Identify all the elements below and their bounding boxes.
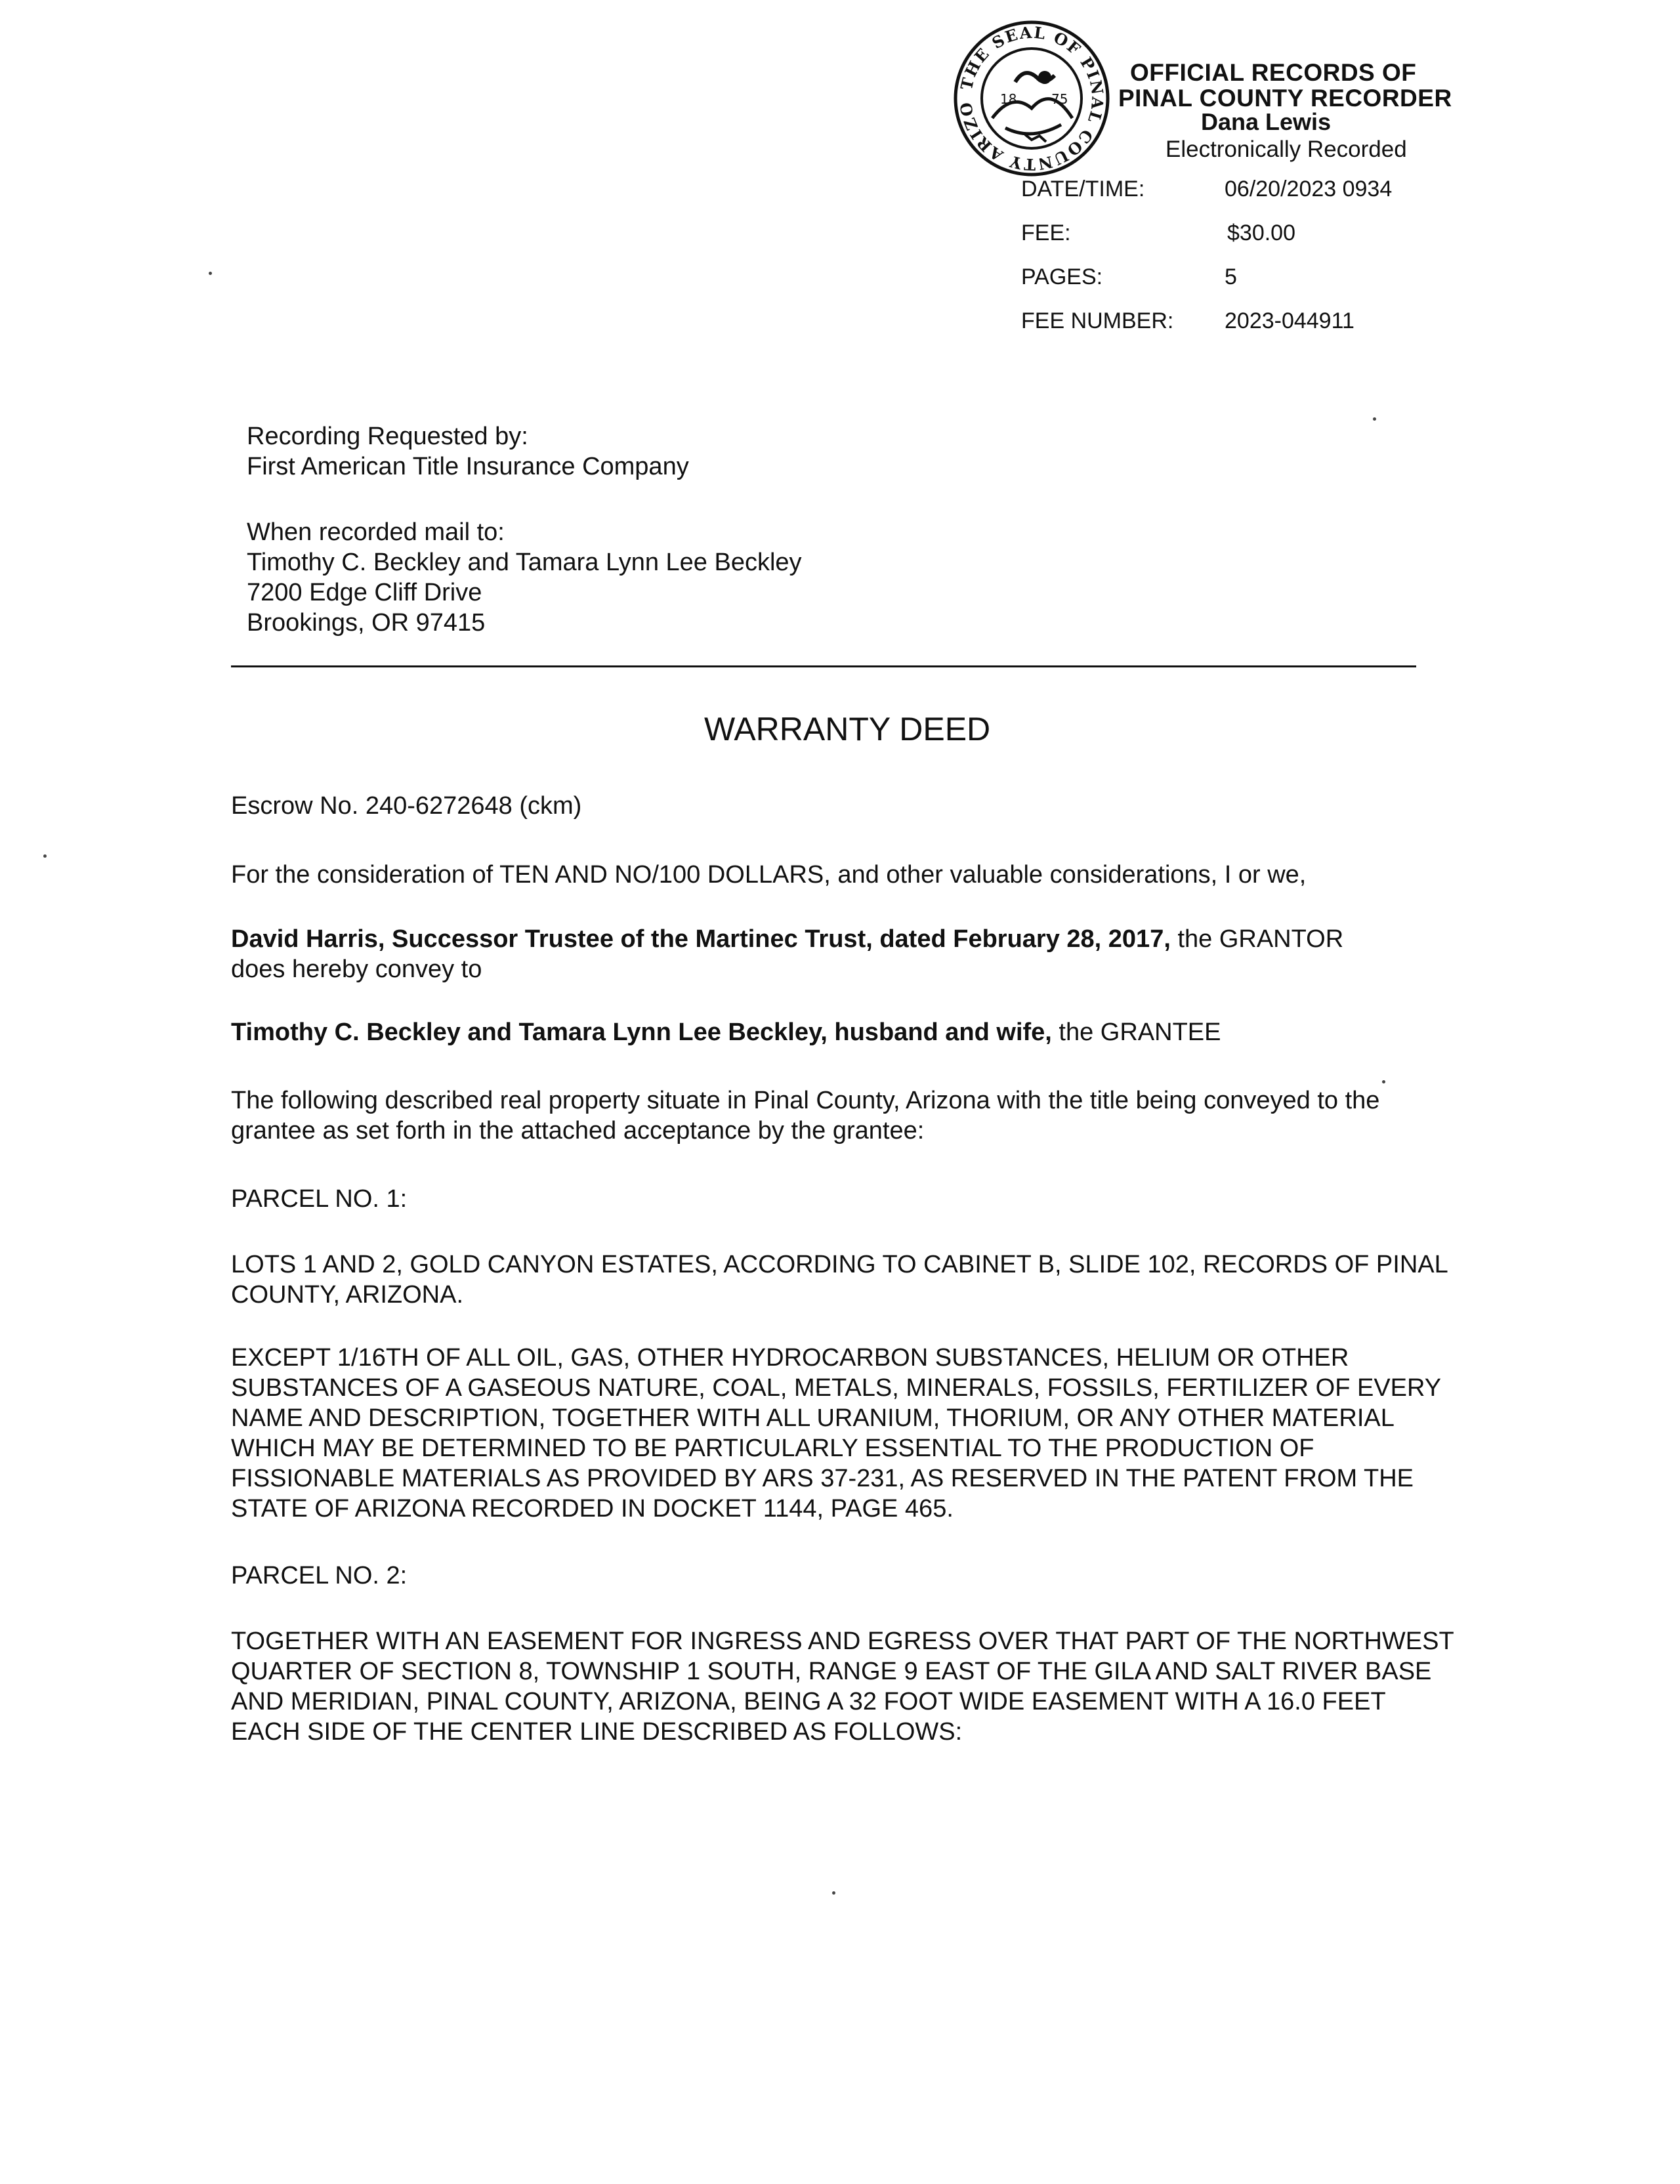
county-seal xyxy=(953,20,1110,177)
document-title: WARRANTY DEED xyxy=(704,711,991,747)
requested-by-label: Recording Requested by: xyxy=(247,423,528,450)
fee-label: FEE: xyxy=(1021,220,1071,245)
recorder-office-line2: PINAL COUNTY RECORDER xyxy=(1118,85,1452,112)
exception-line: STATE OF ARIZONA RECORDED IN DOCKET 1144, PAGE 465. xyxy=(231,1495,954,1522)
header-divider xyxy=(231,665,1416,667)
fee-number-value: 2023-044911 xyxy=(1225,308,1354,333)
grantee-line xyxy=(231,1017,1221,1047)
exception-line: SUBSTANCES OF A GASEOUS NATURE, COAL, METALS, MINERALS, FOSSILS, FERTILIZER OF EVERY xyxy=(231,1374,1442,1402)
exception-line: FISSIONABLE MATERIALS AS PROVIDED BY ARS 37-231, AS RESERVED IN THE PATENT FROM THE xyxy=(231,1465,1414,1492)
grantee-suffix: the GRANTEE xyxy=(1051,1018,1221,1046)
parcel1-line: LOTS 1 AND 2, GOLD CANYON ESTATES, ACCORDING TO CABINET B, SLIDE 102, RECORDS OF PINAL xyxy=(231,1251,1448,1278)
datetime-value: 06/20/2023 0934 xyxy=(1225,177,1393,201)
escrow-number: Escrow No. 240-6272648 (ckm) xyxy=(231,792,582,820)
fee-value: $30.00 xyxy=(1227,220,1295,245)
mail-to-label: When recorded mail to: xyxy=(247,518,505,546)
scan-speck xyxy=(1373,417,1376,421)
pages-label: PAGES: xyxy=(1021,264,1103,289)
property-line2: grantee as set forth in the attached acceptance by the grantee: xyxy=(231,1117,925,1144)
exception-line: NAME AND DESCRIPTION, TOGETHER WITH ALL URANIUM, THORIUM, OR ANY OTHER MATERIAL xyxy=(231,1404,1395,1432)
parcel1-line: COUNTY, ARIZONA. xyxy=(231,1281,464,1309)
exception-line: EXCEPT 1/16TH OF ALL OIL, GAS, OTHER HYDROCARBON SUBSTANCES, HELIUM OR OTHER xyxy=(231,1344,1349,1372)
parcel1-heading: PARCEL NO. 1: xyxy=(231,1185,408,1213)
recorder-office-line1: OFFICIAL RECORDS OF xyxy=(1130,59,1417,86)
seal-icon xyxy=(953,20,1110,177)
parcel2-line: QUARTER OF SECTION 8, TOWNSHIP 1 SOUTH, RANGE 9 EAST OF THE GILA AND SALT RIVER BASE xyxy=(231,1658,1432,1685)
scan-speck xyxy=(209,272,212,275)
grantee-name: Timothy C. Beckley and Tamara Lynn Lee Beckley, husband and wife, xyxy=(231,1018,1052,1046)
property-line1: The following described real property situate in Pinal County, Arizona with the title being conveyed to the xyxy=(231,1087,1380,1114)
fee-number-label: FEE NUMBER: xyxy=(1021,308,1174,333)
grantor-line xyxy=(231,924,1343,954)
scan-speck xyxy=(832,1891,835,1895)
mail-to-city: Brookings, OR 97415 xyxy=(247,609,486,637)
grantor-line2: does hereby convey to xyxy=(231,956,482,983)
scan-speck xyxy=(43,854,47,858)
consideration-text: For the consideration of TEN AND NO/100 DOLLARS, and other valuable considerations, I or we, xyxy=(231,861,1307,889)
requested-by: First American Title Insurance Company xyxy=(247,453,689,480)
scan-speck xyxy=(1382,1080,1385,1083)
grantor-name: David Harris, Successor Trustee of the Martinec Trust, dated February 28, 2017, xyxy=(231,925,1171,953)
seal-ring-text: THE SEAL OF PINAL COUNTY ARIZO xyxy=(956,22,1108,175)
parcel2-line: AND MERIDIAN, PINAL COUNTY, ARIZONA, BEING A 32 FOOT WIDE EASEMENT WITH A 16.0 FEET xyxy=(231,1688,1386,1715)
mail-to-street: 7200 Edge Cliff Drive xyxy=(247,579,482,606)
recording-method: Electronically Recorded xyxy=(1166,136,1407,162)
seal-year-right: 75 xyxy=(1051,91,1068,107)
parcel2-line: EACH SIDE OF THE CENTER LINE DESCRIBED AS FOLLOWS: xyxy=(231,1718,963,1746)
exception-line: WHICH MAY BE DETERMINED TO BE PARTICULARLY ESSENTIAL TO THE PRODUCTION OF xyxy=(231,1435,1314,1462)
recorder-name: Dana Lewis xyxy=(1201,108,1332,135)
parcel2-heading: PARCEL NO. 2: xyxy=(231,1562,408,1589)
pages-value: 5 xyxy=(1225,264,1237,289)
grantor-suffix: the GRANTOR xyxy=(1170,925,1344,953)
seal-year-left: 18 xyxy=(1000,91,1017,107)
parcel2-line: TOGETHER WITH AN EASEMENT FOR INGRESS AND EGRESS OVER THAT PART OF THE NORTHWEST xyxy=(231,1628,1454,1655)
datetime-label: DATE/TIME: xyxy=(1021,177,1145,201)
mail-to-name: Timothy C. Beckley and Tamara Lynn Lee Beckley xyxy=(247,549,802,576)
